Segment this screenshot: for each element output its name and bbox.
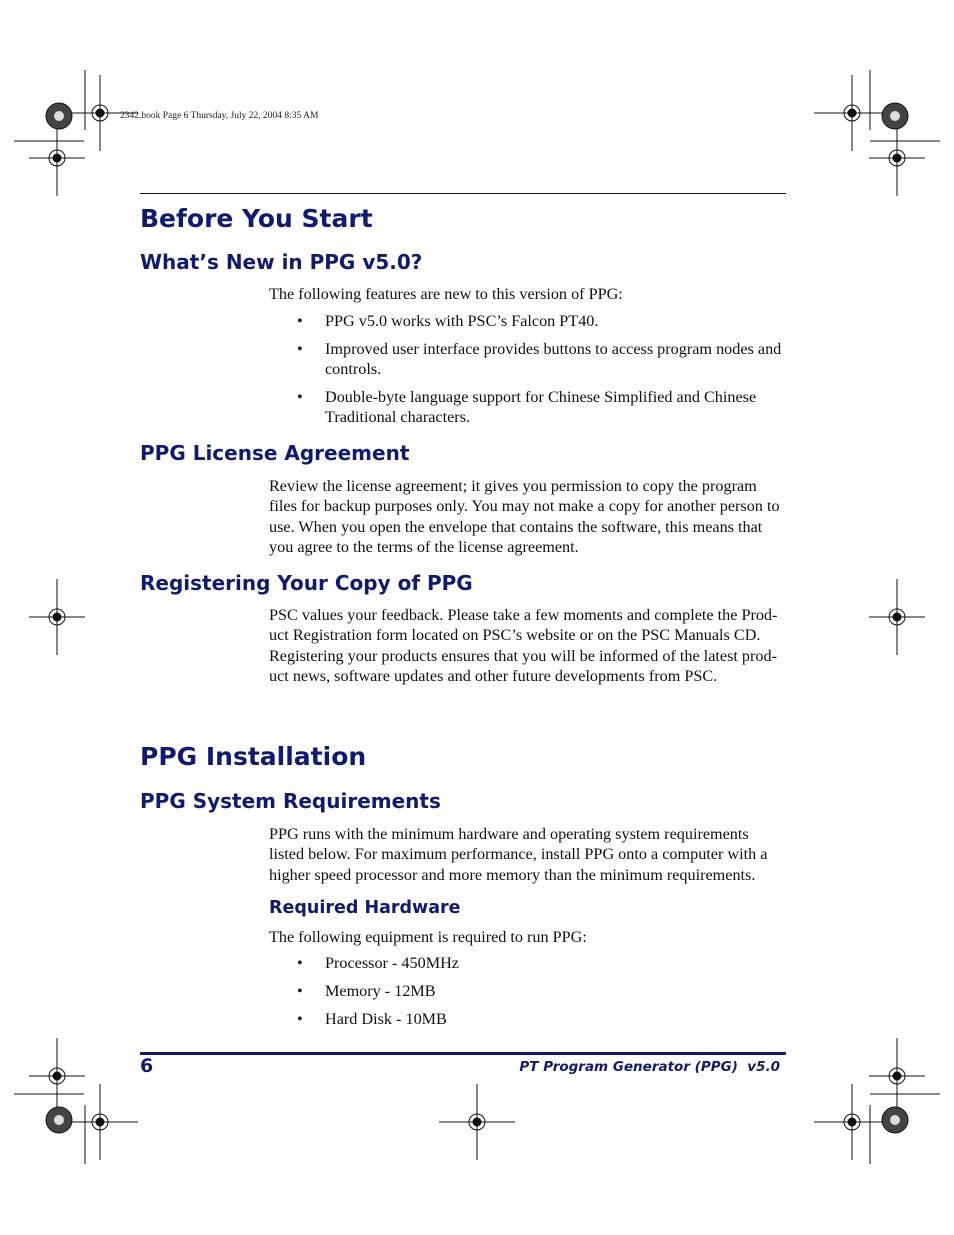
text-line: higher speed processor and more memory than the minimum requirements.: [269, 865, 756, 884]
header-rule: [140, 193, 786, 194]
list-item: [297, 311, 787, 331]
list-item-line: Memory - 12MB: [325, 982, 436, 1000]
text-line: files for backup purposes only. You may not make a copy for another person to: [269, 497, 780, 516]
text-line: you agree to the terms of the license agreement.: [269, 538, 579, 557]
heading-system-requirements: PPG System Requirements: [140, 789, 441, 813]
list-item-line: controls.: [325, 360, 382, 379]
footer-rule: [140, 1052, 786, 1055]
bullet-glyph: •: [297, 340, 303, 358]
text-line: use. When you open the envelope that contains the software, this means that: [269, 517, 763, 536]
text-line: Review the license agreement; it gives you permission to copy the program: [269, 477, 757, 495]
list-item: [297, 339, 787, 380]
list-item-line: Double-byte language support for Chinese Simplified and Chinese: [325, 388, 757, 406]
list-item-line: PPG v5.0 works with PSC’s Falcon PT40.: [325, 312, 599, 330]
list-item: [297, 981, 787, 1001]
list-item: [297, 1009, 787, 1029]
register-paragraph: [269, 605, 787, 687]
footer-book-title: PT Program Generator (PPG) v5.0: [519, 1059, 780, 1075]
bullet-glyph: •: [297, 388, 303, 406]
text-line: Registering your products ensures that you will be informed of the latest prod-: [269, 646, 777, 665]
list-item-line: Traditional characters.: [325, 408, 471, 427]
hardware-intro: The following equipment is required to run PPG:: [269, 928, 587, 946]
print-slug: 2342.book Page 6 Thursday, July 22, 2004 8:35 AM: [120, 111, 319, 121]
license-paragraph: [269, 476, 787, 558]
sysreq-paragraph: [269, 824, 787, 885]
text-line: uct news, software updates and other future developments from PSC.: [269, 667, 718, 686]
text-line: listed below. For maximum performance, install PPG onto a computer with a: [269, 845, 768, 864]
heading-registering: Registering Your Copy of PPG: [140, 571, 473, 595]
bullet-glyph: •: [297, 312, 303, 330]
heading-whats-new: What’s New in PPG v5.0?: [140, 250, 423, 274]
page-number: 6: [140, 1055, 154, 1077]
list-item-line: Improved user interface provides buttons to access program nodes and: [325, 340, 782, 358]
text-line: PPG runs with the minimum hardware and operating system requirements: [269, 825, 749, 843]
list-item: [297, 953, 787, 973]
list-item-line: Processor - 450MHz: [325, 954, 459, 972]
bullet-glyph: •: [297, 982, 303, 1000]
bullet-glyph: •: [297, 1010, 303, 1028]
text-line: PSC values your feedback. Please take a few moments and complete the Prod-: [269, 606, 778, 624]
whats-new-intro: The following features are new to this version of PPG:: [269, 285, 623, 303]
heading-before-you-start: Before You Start: [140, 204, 373, 233]
text-line: uct Registration form located on PSC’s website or on the PSC Manuals CD.: [269, 626, 761, 645]
heading-required-hardware: Required Hardware: [269, 898, 461, 918]
heading-license-agreement: PPG License Agreement: [140, 441, 410, 465]
heading-ppg-installation: PPG Installation: [140, 742, 367, 771]
bullet-glyph: •: [297, 954, 303, 972]
list-item: [297, 387, 787, 428]
list-item-line: Hard Disk - 10MB: [325, 1010, 447, 1028]
